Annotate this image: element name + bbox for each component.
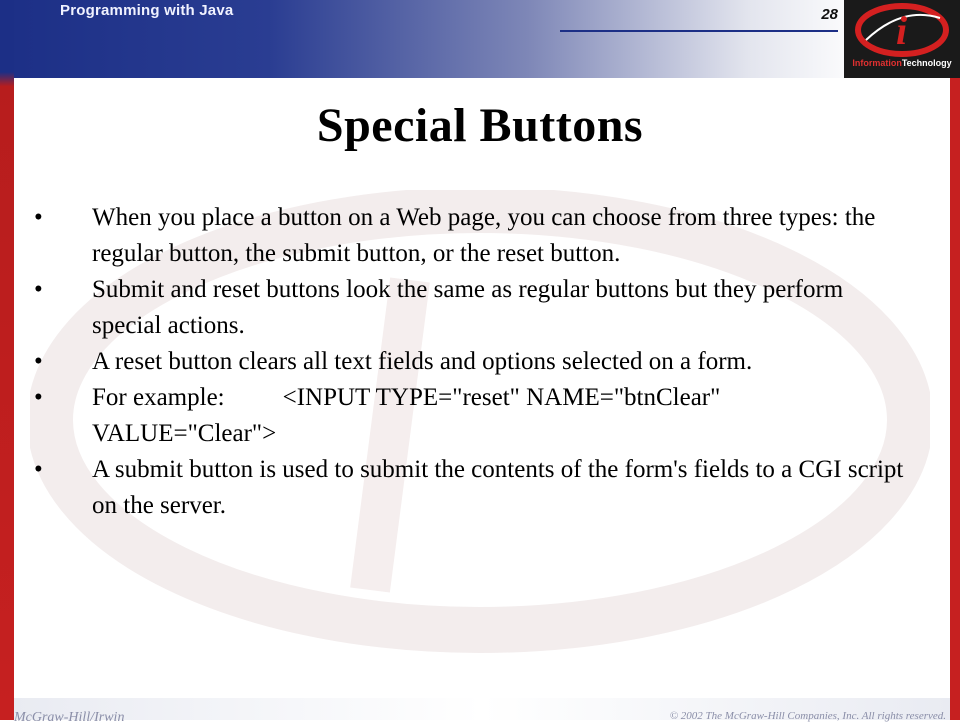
footer-publisher: McGraw-Hill/Irwin [14,710,125,725]
example-label: For example: [92,384,225,411]
bullet-text: When you place a button on a Web page, you can choose from three types: the regular button, the submit button, or the reset button. [92,204,876,267]
logo-wordmark: InformationTechnology [852,58,952,68]
logo-emblem-icon [844,0,960,58]
example-code: <INPUT TYPE="reset" NAME="btnClear" VALUE="Clear"> [92,384,721,447]
bullet-text: Submit and reset buttons look the same as regular buttons but they perform special actions. [92,276,844,339]
right-accent-bar [950,76,960,720]
bullet-marker: • [34,276,43,303]
bullet-item [30,344,910,380]
page-number: 28 [821,6,838,23]
course-title: Programming with Java [60,2,234,19]
information-technology-logo [844,0,960,78]
footer-copyright: © 2002 The McGraw-Hill Companies, Inc. All rights reserved. [669,710,946,722]
bullet-marker: • [34,384,43,411]
slide-title: Special Buttons [316,99,644,152]
bullet-marker: • [34,348,43,375]
bullet-text: A reset button clears all text fields and options selected on a form. [92,348,753,375]
logo-letter: i [896,8,908,53]
bullet-marker: • [34,204,43,231]
page-number-rule [560,30,838,32]
bullet-item [30,452,910,524]
bullet-marker: • [34,456,43,483]
bullet-item [30,272,910,344]
bullet-list [30,200,910,524]
bullet-item [30,380,910,452]
bullet-text: A submit button is used to submit the contents of the form's fields to a CGI script on the server. [92,456,904,519]
bullet-item [30,200,910,272]
